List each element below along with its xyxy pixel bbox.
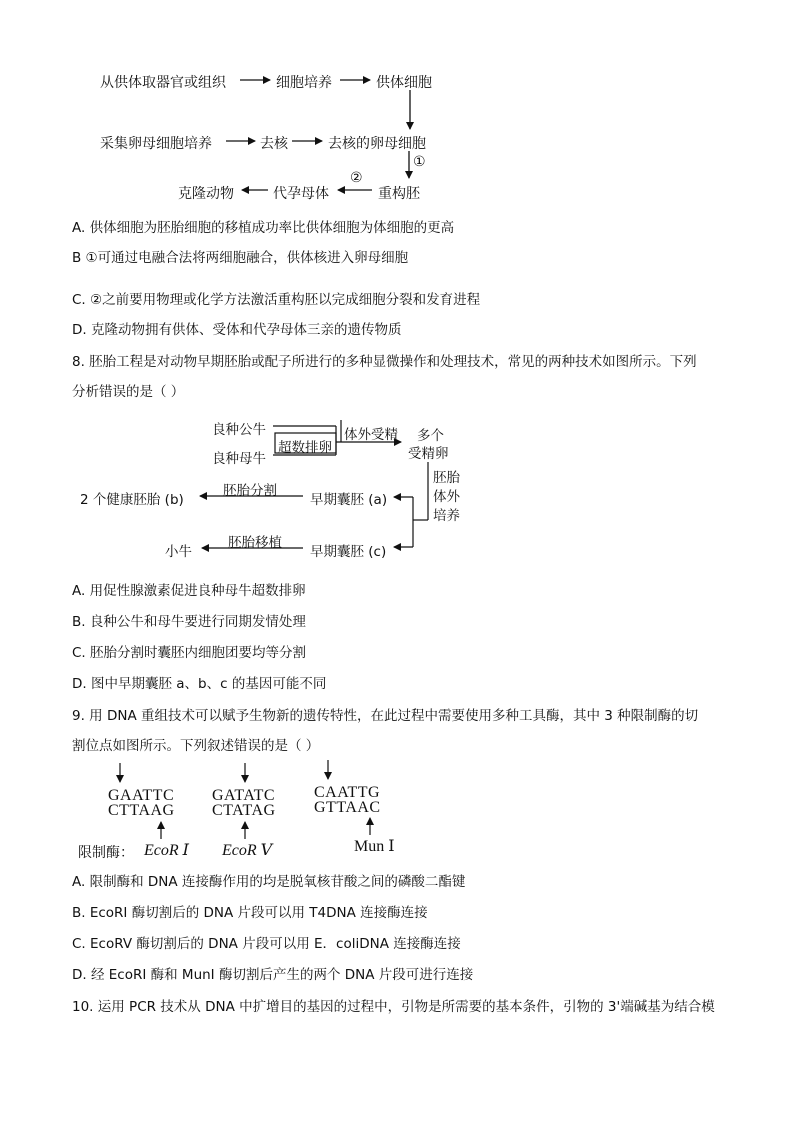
multi-line2: 受精卵 — [408, 446, 449, 462]
q8-stem-line2: 分析错误的是（ ） — [72, 384, 185, 400]
q9-option-d: D. 经 EcoRI 酶和 MunI 酶切割后产生的两个 DNA 片段可进行连接 — [72, 967, 474, 983]
transfer-label: 胚胎移植 — [228, 535, 282, 551]
site-ecorv-bottom: CTATAG — [212, 802, 276, 819]
split-label: 胚胎分割 — [223, 483, 277, 499]
q8-option-c: C. 胚胎分割时囊胚内细胞团要均等分割 — [72, 645, 307, 661]
q7-option-c: C. ②之前要用物理或化学方法激活重构胚以完成细胞分裂和发育进程 — [72, 292, 481, 308]
q9-stem-line2: 割位点如图所示。下列叙述错误的是（ ） — [72, 738, 320, 754]
enzyme-muni: Mun Ⅰ — [354, 838, 395, 855]
q9-option-b: B. EcoRI 酶切割后的 DNA 片段可以用 T4DNA 连接酶连接 — [72, 905, 428, 921]
q8-option-d: D. 图中早期囊胚 a、b、c 的基因可能不同 — [72, 676, 327, 692]
enzyme-ecorv: EcoR Ⅴ — [222, 842, 273, 859]
enzyme-label: 限制酶： — [78, 845, 134, 861]
donor-source-label: 从供体取器官或组织 — [100, 75, 226, 91]
step2-marker: ② — [350, 170, 363, 186]
enucleated-egg-label: 去核的卵母细胞 — [328, 136, 426, 152]
bull-label: 良种公牛 — [212, 422, 266, 438]
cow-label: 良种母牛 — [212, 451, 266, 467]
q7-option-a: A. 供体细胞为胚胎细胞的移植成功率比供体细胞为体细胞的更高 — [72, 220, 455, 236]
culture-line3: 培养 — [433, 508, 460, 524]
blastocyst-a-label: 早期囊胚 (a) — [310, 492, 388, 508]
result-b-label: 2 个健康胚胎 (b) — [80, 492, 184, 508]
q7-option-d: D. 克隆动物拥有供体、受体和代孕母体三亲的遗传物质 — [72, 322, 402, 338]
site-ecorv-top: GATATC — [212, 787, 276, 804]
culture-line1: 胚胎 — [433, 470, 460, 486]
enzyme-ecori: EcoR Ⅰ — [144, 842, 189, 859]
collect-eggs-label: 采集卵母细胞培养 — [100, 136, 212, 152]
cloned-animal-label: 克隆动物 — [178, 186, 234, 202]
multi-line1: 多个 — [417, 428, 444, 444]
donor-cell-label: 供体细胞 — [376, 75, 432, 91]
q9-option-a: A. 限制酶和 DNA 连接酶作用的均是脱氧核苷酸之间的磷酸二酯键 — [72, 874, 466, 890]
q7-option-b: B ①可通过电融合法将两细胞融合，供体核进入卵母细胞 — [72, 250, 409, 266]
site-muni-bottom: GTTAAC — [314, 799, 381, 816]
q10-stem-line1: 10. 运用 PCR 技术从 DNA 中扩增目的基因的过程中，引物是所需要的基本条件，引物的 3'端碱基为结合模 — [72, 999, 715, 1015]
surrogate-label: 代孕母体 — [273, 186, 329, 202]
q9-option-c: C. EcoRV 酶切割后的 DNA 片段可以用 E．coliDNA 连接酶连接 — [72, 936, 461, 952]
site-ecori-top: GAATTC — [108, 787, 175, 804]
q8-option-a: A. 用促性腺激素促进良种母牛超数排卵 — [72, 583, 306, 599]
culture-line2: 体外 — [433, 489, 460, 505]
blastocyst-c-label: 早期囊胚 (c) — [310, 544, 387, 560]
q8-option-b: B. 良种公牛和母牛要进行同期发情处理 — [72, 614, 306, 630]
q9-stem-line1: 9. 用 DNA 重组技术可以赋予生物新的遗传特性，在此过程中需要使用多种工具酶，其中 3 种限制酶的切 — [72, 708, 699, 724]
site-ecori-bottom: CTTAAG — [108, 802, 175, 819]
q8-stem-line1: 8. 胚胎工程是对动物早期胚胎或配子所进行的多种显微操作和处理技术，常见的两种技术如图所示。下列 — [72, 354, 697, 370]
ivf-label: 体外受精 — [344, 427, 398, 443]
enucleate-label: 去核 — [260, 136, 288, 152]
cell-culture-label: 细胞培养 — [276, 75, 332, 91]
step1-marker: ① — [413, 154, 426, 170]
superovulation-box: 超数排卵 — [278, 440, 332, 456]
calf-label: 小牛 — [165, 544, 192, 560]
reconstructed-embryo-label: 重构胚 — [378, 186, 420, 202]
site-muni-top: CAATTG — [314, 784, 381, 801]
